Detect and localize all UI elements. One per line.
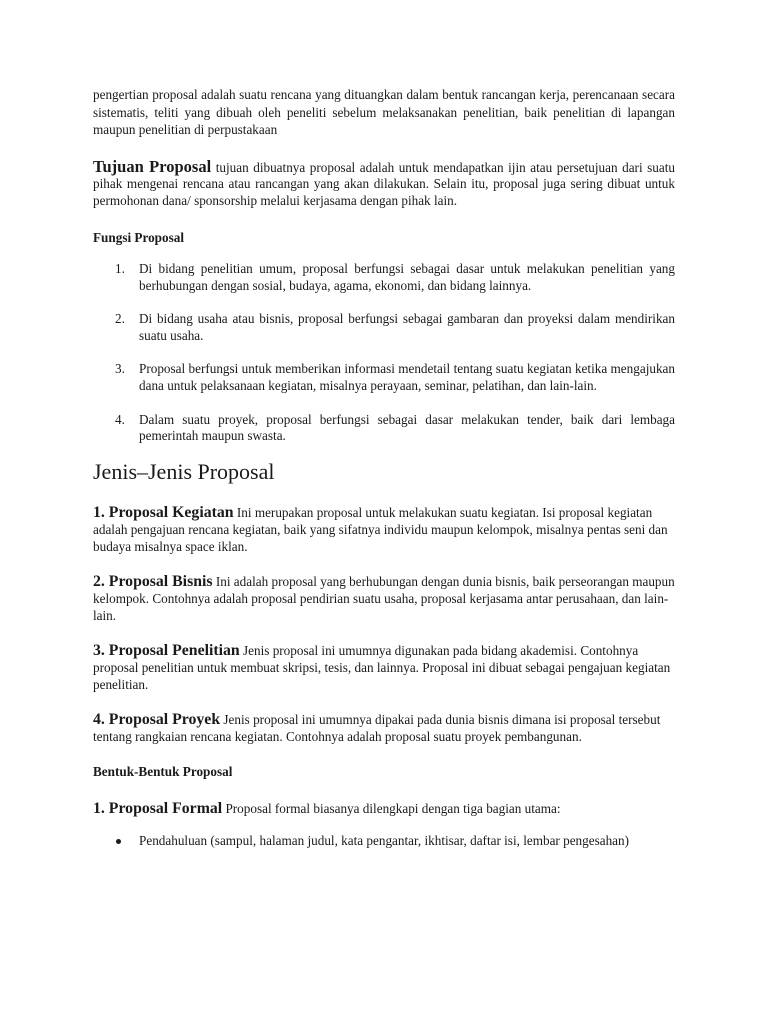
jenis-item-proyek [93,711,675,745]
jenis-item-title: 3. Proposal Penelitian [93,641,240,659]
jenis-item-text: Ini merupakan proposal untuk melakukan suatu kegiatan. Isi proposal kegiatan adalah pengajuan rencana kegiatan, baik yang sifatnya individu maupun kelompok, misalnya pentas seni dan budaya misalnya space iklan. [93,504,668,554]
formal-text: Proposal formal biasanya dilengkapi dengan tiga bagian utama: [222,800,561,816]
jenis-item-text: Jenis proposal ini umumnya digunakan pada bidang akademisi. Contohnya proposal penelitian untuk membuat skripsi, tesis, dan lainnya. Proposal ini dibuat sebagai pengajuan kegiatan penelitian. [93,642,671,692]
formal-paragraph [93,800,675,817]
list-text: Di bidang penelitian umum, proposal berfungsi sebagai dasar untuk melakukan penelitian yang berhubungan dengan sosial, budaya, agama, ekonomi, dan bidang lainnya. [139,261,675,293]
tujuan-title: Tujuan Proposal [93,156,212,176]
bullet-list [93,833,675,850]
jenis-item-bisnis [93,573,675,624]
list-number: 4. [115,411,125,427]
list-item [93,311,675,344]
list-item [93,833,675,850]
tujuan-text: tujuan dibuatnya proposal adalah untuk mendapatkan ijin atau persetujuan dari suatu pihak mengenai rencana atau rancangan yang akan dilakukan. Selain itu, proposal juga sering dibuat untuk permohonan dana/ sponsorship melalui kerjasama dengan pihak lain. [93,159,675,208]
bentuk-heading: Bentuk-Bentuk Proposal [93,763,233,779]
bullet-icon [116,839,121,844]
list-text: Pendahuluan (sampul, halaman judul, kata pengantar, ikhtisar, daftar isi, lembar pengesahan) [139,832,630,848]
intro-paragraph: pengertian proposal adalah suatu rencana yang dituangkan dalam bentuk rancangan kerja, perencanaan secara sistematis, teliti yang dibuah oleh peneliti sebelum melaksanakan penelitian, baik penelitian di lapangan maupun penelitian di perpustakaan [93,87,675,137]
jenis-item-text: Ini adalah proposal yang berhubungan dengan dunia bisnis, baik perseorangan maupun kelompok. Contohnya adalah proposal pendirian suatu usaha, proposal kerjasama antar perusahaan, dan lain-lain. [93,573,675,623]
list-item [93,261,675,294]
jenis-heading: Jenis–Jenis Proposal [93,458,275,484]
list-text: Dalam suatu proyek, proposal berfungsi sebagai dasar melakukan tender, baik dari lembaga pemerintah maupun swasta. [139,411,675,444]
list-item [93,412,675,445]
jenis-item-title: 2. Proposal Bisnis [93,572,213,590]
list-text: Proposal berfungsi untuk memberikan informasi mendetail tentang suatu kegiatan ketika mengajukan dana untuk pelaksanaan kegiatan, misalnya perayaan, seminar, pelatihan, dan lain-lain. [139,361,675,393]
list-text: Di bidang usaha atau bisnis, proposal berfungsi sebagai gambaran dan proyeksi dalam mendirikan suatu usaha. [139,311,675,343]
jenis-item-text: Jenis proposal ini umumnya dipakai pada dunia bisnis dimana isi proposal tersebut tentang rangkaian rencana kegiatan. Contohnya adalah proposal suatu proyek pembangunan. [93,711,661,744]
list-number: 3. [115,361,125,377]
list-number: 1. [115,261,125,276]
jenis-item-kegiatan [93,504,675,555]
jenis-item-title: 4. Proposal Proyek [93,710,221,728]
formal-title: 1. Proposal Formal [93,799,223,817]
fungsi-list [93,261,675,445]
jenis-item-title: 1. Proposal Kegiatan [93,503,234,521]
jenis-item-penelitian [93,642,675,693]
list-number: 2. [115,311,125,327]
tujuan-paragraph [93,156,675,210]
list-item [93,361,675,394]
document-page [93,86,675,849]
fungsi-heading: Fungsi Proposal [93,230,184,245]
